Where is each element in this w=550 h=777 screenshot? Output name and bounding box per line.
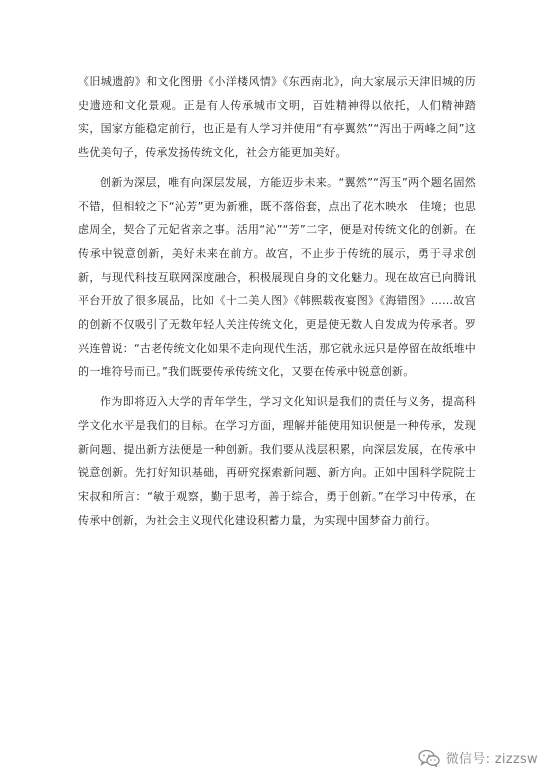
document-body bbox=[78, 70, 476, 538]
paragraph-2: 创新为深层，唯有向深层发展，方能迈步未来。“翼然”“泻玉”两个题名固然不错，但相较之下“沁芳”更为新雅，既不落俗套，点出了花木映水 佳境；也思虑周全，契合了元妃省亲之事。活用“沁”“芳”二字，便是对传统文化的创新。在传承中锐意创新，美好未来在前方。故宫，不止步于传统的展示，勇于寻求创新，与现代科技互联网深度融合，积极展现自身的文化魅力。现在故宫已向腾讯平台开放了很多展品，比如《十二美人图》《韩熙载夜宴图》《海错图》……故宫的创新不仅吸引了无数年轻人关注传统文化，更是使无数人自发成为传承者。罗兴连曾说：“古老传统文化如果不走向现代生活，那它就永远只是停留在故纸堆中的一堆符号而已。”我们既要传承传统文化，又要在传承中锐意创新。 bbox=[78, 175, 476, 379]
watermark-text: 微信号: zizzsw bbox=[445, 752, 538, 767]
wechat-watermark bbox=[418, 748, 538, 767]
paragraph-3: 作为即将迈入大学的青年学生，学习文化知识是我们的责任与义务，提高科学文化水平是我们的目标。在学习方面，理解并能使用知识便是一种传承，发现新问题、提出新方法便是一种创新。我们要从浅层积累，向深层发展，在传承中锐意创新。先打好知识基础，再研究探索新问题、新方向。正如中国科学院院士宋叔和所言：“敏于观察，勤于思考，善于综合，勇于创新。”在学习中传承，在传承中创新，为社会主义现代化建设积蓄力量，为实现中国梦奋力前行。 bbox=[78, 395, 476, 527]
wechat-icon bbox=[418, 749, 440, 767]
paragraph-1: 《旧城遗韵》和文化图册《小洋楼风情》《东西南北》，向大家展示天津旧城的历史遗迹和文化景观。正是有人传承城市文明，百姓精神得以依托，人们精神踏实，国家方能稳定前行，也正是有人学习并使用“有亭翼然”“泻出于两峰之间”这些优美句子，传承发扬传统文化，社会方能更加美好。 bbox=[78, 75, 476, 160]
